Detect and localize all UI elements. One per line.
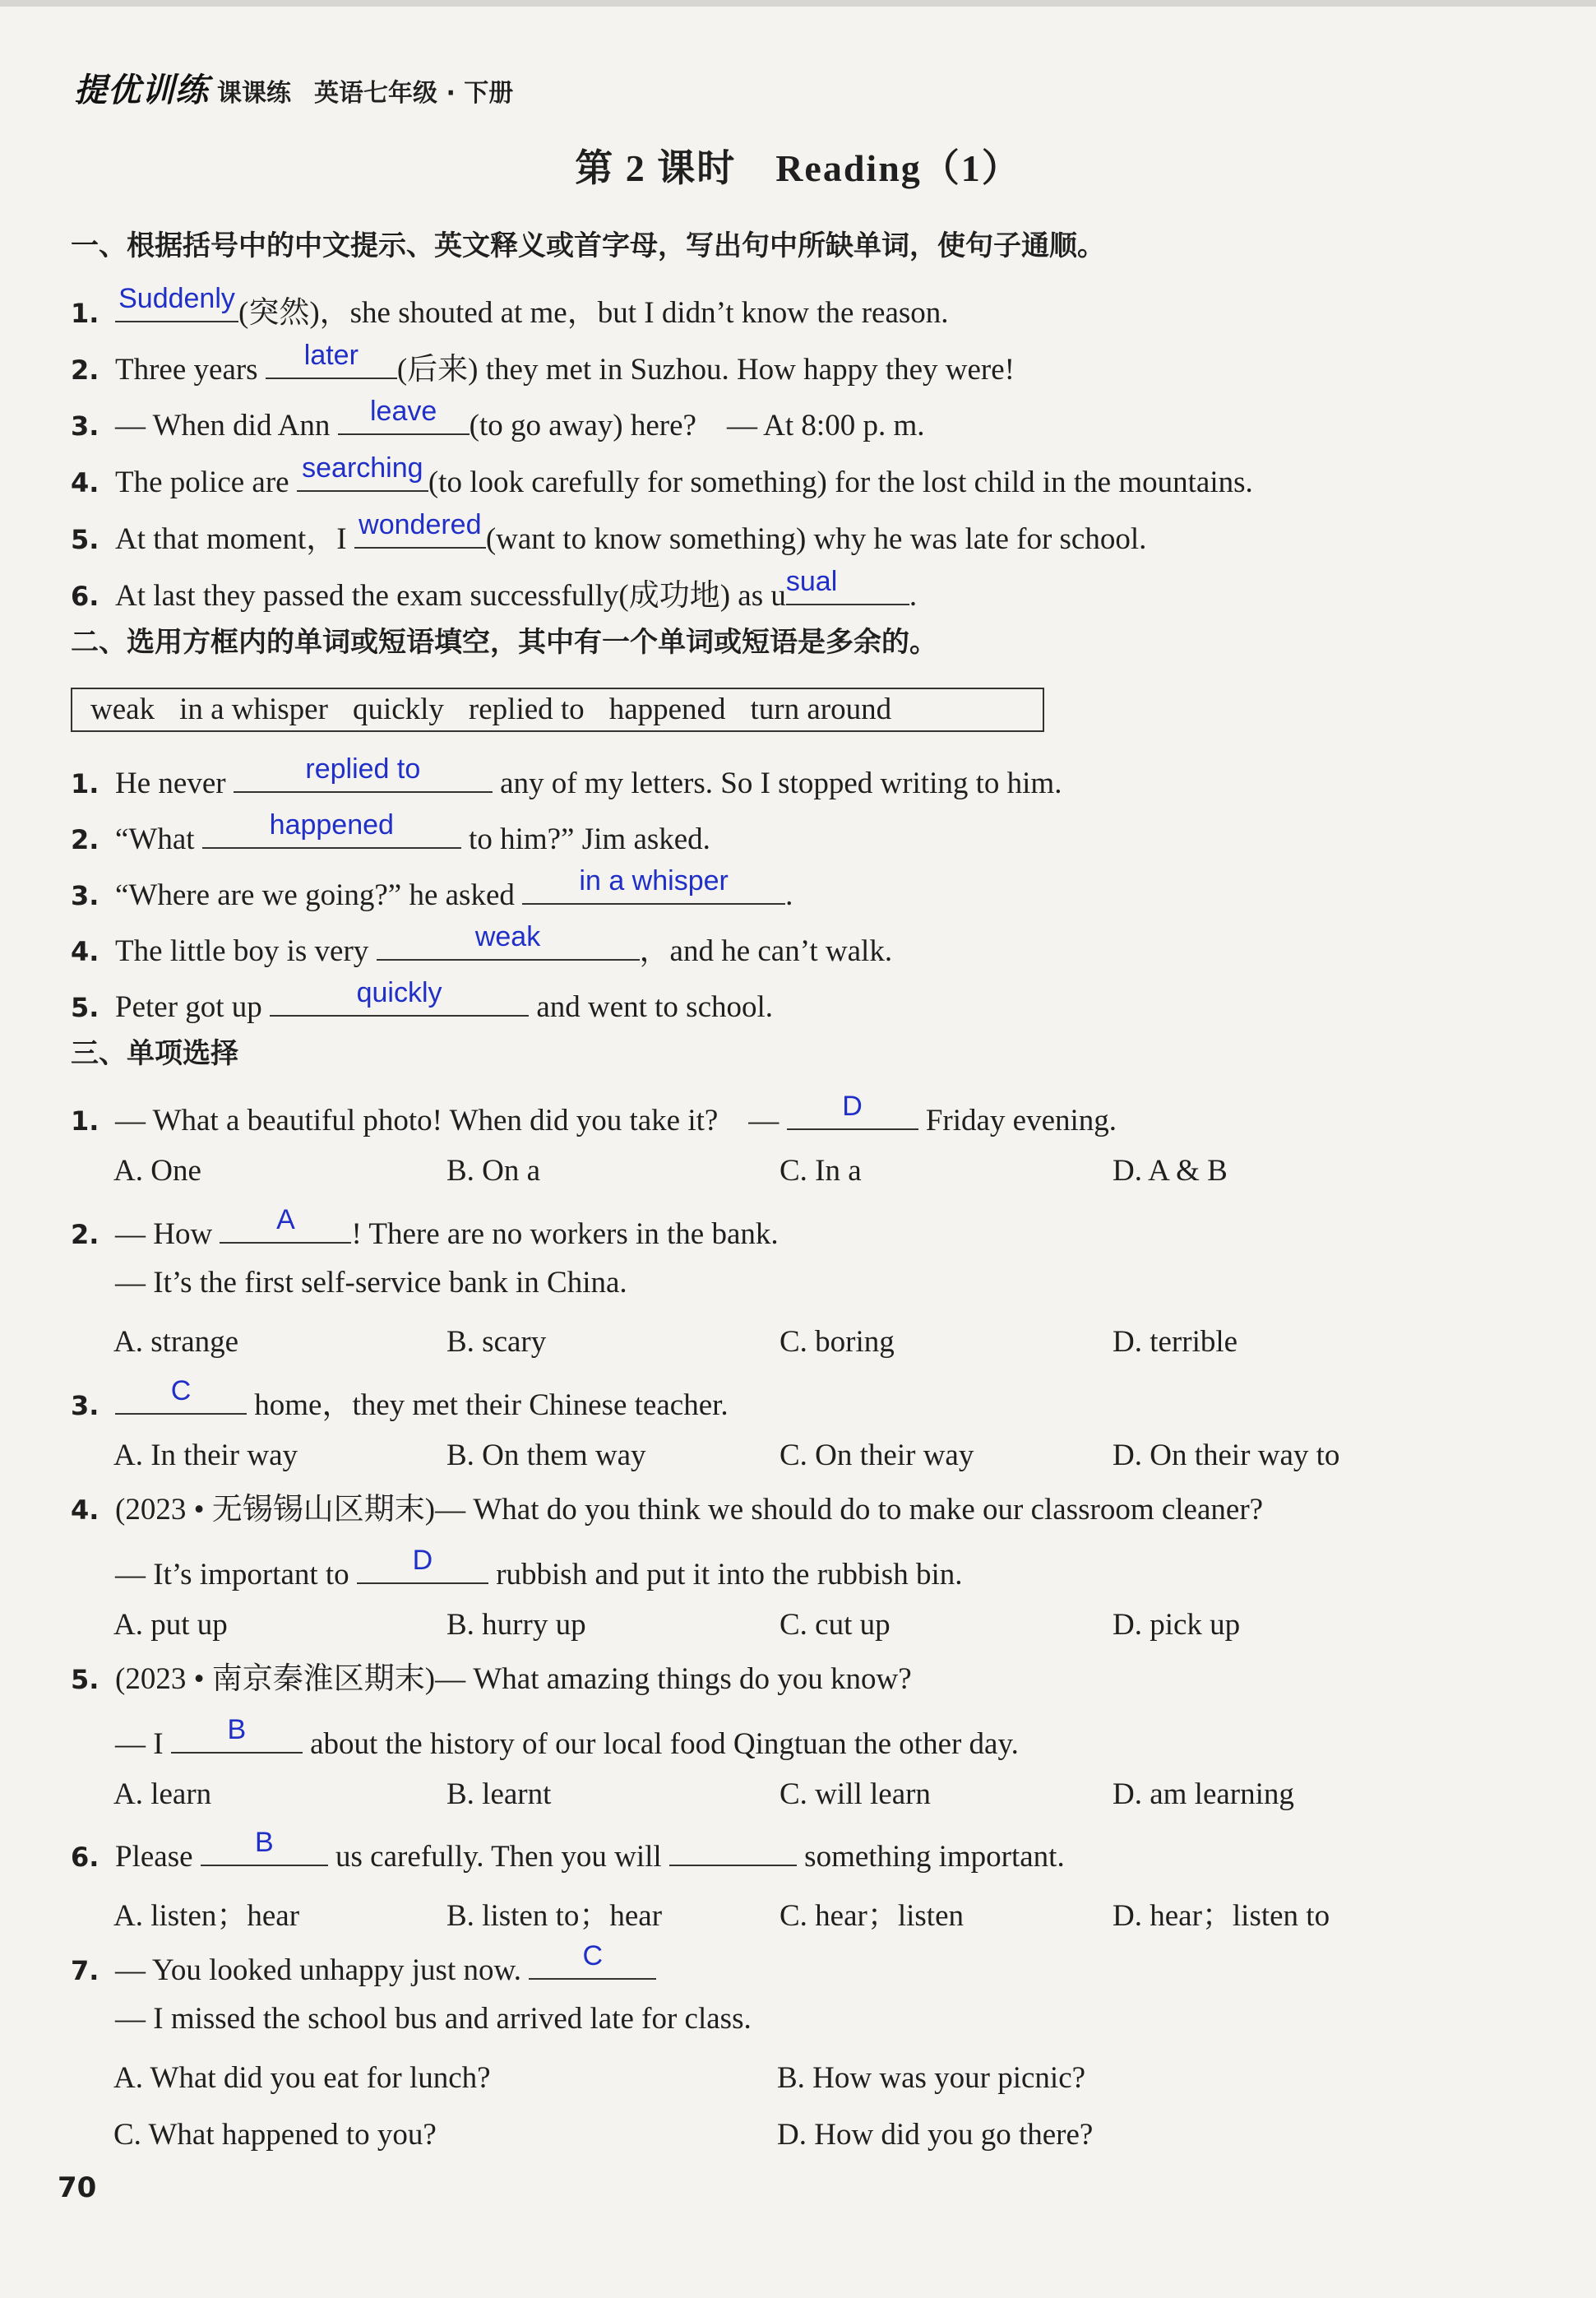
answer: B	[254, 1827, 274, 1858]
option-c[interactable]: C. hear；listen	[779, 1899, 965, 1933]
item-text: and went to school.	[529, 990, 774, 1024]
answer-blank[interactable]	[202, 809, 461, 849]
item-number: 4.	[71, 467, 99, 498]
option-c[interactable]: C. will learn	[779, 1777, 931, 1811]
item-text: about the history of our local food Qingtuan the other day.	[302, 1727, 1019, 1761]
question-response: — It’s the first self-service bank in China.	[115, 1266, 627, 1300]
s2-item	[71, 865, 793, 912]
option-b[interactable]: B. learnt	[446, 1777, 552, 1811]
question-response	[115, 1714, 1019, 1761]
option-b[interactable]: B. scary	[446, 1325, 547, 1359]
mc-question	[71, 1940, 656, 1987]
s1-item	[71, 452, 1253, 499]
s1-item	[71, 340, 1015, 387]
mc-question	[71, 1827, 1065, 1874]
item-text: — I	[115, 1727, 171, 1761]
question-response: — I missed the school bus and arrived late for class.	[115, 2002, 752, 2036]
option-c[interactable]: C. In a	[779, 1154, 862, 1188]
mc-question	[71, 1091, 1117, 1137]
item-text: “What	[115, 822, 202, 856]
option-d[interactable]: D. On their way to	[1113, 1439, 1340, 1472]
item-text: rubbish and put it into the rubbish bin.	[488, 1558, 963, 1591]
s2-item	[71, 921, 893, 968]
s1-item	[71, 283, 949, 330]
lesson-title: 第 2 课时 Reading（1）	[575, 147, 1021, 189]
answer-blank[interactable]	[171, 1714, 303, 1754]
item-text: — You looked unhappy just now.	[115, 1953, 530, 1987]
answer: D	[842, 1091, 863, 1122]
option-d[interactable]: D. hear；listen to	[1113, 1899, 1330, 1933]
section2-heading: 二、选用方框内的单词或短语填空，其中有一个单词或短语是多余的。	[71, 626, 937, 659]
option-b[interactable]: B. How was your picnic?	[777, 2061, 1086, 2095]
item-text: .	[785, 878, 793, 912]
answer: leave	[370, 396, 437, 427]
option-c[interactable]: C. On their way	[779, 1439, 974, 1472]
item-number: 5.	[71, 992, 99, 1023]
answer: later	[303, 340, 359, 371]
answer: Suddenly	[118, 283, 235, 314]
option-b[interactable]: B. On them way	[446, 1439, 646, 1472]
item-text: any of my letters. So I stopped writing to him.	[492, 767, 1062, 800]
item-text: At last they passed the exam successfully(成功地) as u	[115, 579, 786, 613]
answer: B	[227, 1714, 247, 1745]
item-text: He never	[115, 767, 234, 800]
answer: D	[412, 1545, 433, 1576]
answer: C	[582, 1940, 604, 1971]
word-option: happened	[608, 693, 726, 726]
item-number: 1.	[71, 1105, 99, 1137]
brand-logo: 提优训练	[74, 72, 209, 109]
option-d[interactable]: D. How did you go there?	[777, 2118, 1094, 2152]
item-number: 6.	[71, 1842, 99, 1873]
item-text: (2023 • 无锡锡山区期末)— What do you think we should do to make our classroom cleaner?	[115, 1493, 1264, 1527]
item-text: (突然)，she shouted at me，but I didn’t know the reason.	[238, 296, 949, 330]
answer-blank[interactable]	[785, 566, 909, 605]
item-text: home，they met their Chinese teacher.	[247, 1388, 729, 1422]
option-d[interactable]: D. am learning	[1113, 1777, 1294, 1811]
item-text: ! There are no workers in the bank.	[351, 1217, 779, 1251]
option-a[interactable]: A. put up	[113, 1608, 228, 1642]
option-b[interactable]: B. hurry up	[446, 1608, 586, 1642]
item-number: 5.	[71, 1664, 99, 1695]
item-number: 2.	[71, 354, 99, 386]
answer-blank[interactable]	[522, 865, 785, 905]
item-text: (to look carefully for something) for the lost child in the mountains.	[428, 466, 1253, 499]
option-c[interactable]: C. cut up	[779, 1608, 891, 1642]
option-b[interactable]: B. listen to；hear	[446, 1899, 663, 1933]
item-number: 2.	[71, 824, 99, 855]
item-text: The police are	[115, 466, 297, 499]
item-text: to him?” Jim asked.	[460, 822, 710, 856]
item-text: something important.	[796, 1840, 1065, 1874]
empty-blank[interactable]	[669, 1833, 797, 1866]
item-text: Peter got up	[115, 990, 271, 1024]
mc-question	[71, 1375, 729, 1422]
item-number: 3.	[71, 410, 99, 442]
option-c[interactable]: C. boring	[779, 1325, 895, 1359]
option-d[interactable]: D. A & B	[1113, 1154, 1228, 1188]
mc-question	[71, 1494, 1263, 1525]
answer-blank[interactable]	[270, 977, 529, 1017]
answer: in a whisper	[579, 865, 729, 896]
answer-blank[interactable]	[201, 1827, 328, 1866]
word-option: quickly	[352, 693, 444, 726]
item-number: 4.	[71, 1494, 99, 1526]
item-number: 3.	[71, 1390, 99, 1421]
item-text: us carefully. Then you will	[327, 1840, 669, 1874]
item-text: Please	[115, 1840, 201, 1874]
option-a[interactable]: A. One	[113, 1154, 201, 1188]
answer-blank[interactable]	[354, 509, 486, 549]
answer-blank[interactable]	[220, 1204, 351, 1244]
item-text: “Where are we going?” he asked	[115, 878, 523, 912]
item-text: — It’s important to	[115, 1558, 357, 1591]
word-option: turn around	[750, 693, 892, 726]
item-text: ，and he can’t walk.	[639, 934, 893, 968]
mc-question	[71, 1664, 912, 1694]
option-d[interactable]: D. pick up	[1113, 1608, 1241, 1642]
option-a[interactable]: A. In their way	[113, 1439, 298, 1472]
answer-blank[interactable]	[115, 1375, 247, 1415]
item-text: — How	[115, 1217, 220, 1251]
answer-blank[interactable]	[297, 452, 428, 492]
answer-blank[interactable]	[529, 1940, 656, 1980]
s2-item	[71, 977, 774, 1024]
word-box	[71, 688, 1044, 732]
option-a[interactable]: A. What did you eat for lunch?	[113, 2061, 491, 2095]
item-text: The little boy is very	[115, 934, 377, 968]
s1-item	[71, 509, 1147, 556]
s2-item	[71, 809, 710, 856]
item-number: 5.	[71, 524, 99, 555]
item-text: Friday evening.	[918, 1104, 1117, 1137]
word-option: in a whisper	[179, 693, 328, 726]
item-number: 1.	[71, 768, 99, 799]
item-number: 3.	[71, 880, 99, 911]
answer: C	[170, 1375, 192, 1406]
word-option: weak	[90, 693, 155, 726]
item-number: 4.	[71, 936, 99, 967]
item-text: (to go away) here? — At 8:00 p. m.	[469, 409, 925, 442]
answer: searching	[302, 452, 423, 484]
item-text: (后来) they met in Suzhou. How happy they were!	[396, 353, 1015, 387]
section1-heading: 一、根据括号中的中文提示、英文释义或首字母，写出句中所缺单词，使句子通顺。	[71, 229, 1105, 262]
answer-blank[interactable]	[377, 921, 640, 961]
item-text: — When did Ann	[115, 409, 338, 442]
answer-blank[interactable]	[115, 283, 238, 322]
option-a[interactable]: A. listen；hear	[113, 1899, 300, 1933]
item-text: (2023 • 南京秦淮区期末)— What amazing things do you know?	[115, 1662, 912, 1696]
answer: sual	[785, 566, 838, 597]
s2-item	[71, 753, 1062, 800]
book-title: 英语七年级 · 下册	[314, 79, 514, 108]
answer-blank[interactable]	[338, 396, 470, 435]
s1-item	[71, 396, 925, 442]
top-edge	[0, 0, 1596, 7]
item-number: 7.	[71, 1955, 99, 1986]
option-d[interactable]: D. terrible	[1113, 1325, 1238, 1359]
option-a[interactable]: A. learn	[113, 1777, 212, 1811]
item-number: 1.	[71, 298, 99, 329]
option-b[interactable]: B. On a	[446, 1154, 541, 1188]
item-text: (want to know something) why he was late for school.	[485, 522, 1147, 556]
section3-heading: 三、单项选择	[71, 1037, 238, 1070]
answer: A	[276, 1204, 295, 1235]
option-a[interactable]: A. strange	[113, 1325, 239, 1359]
answer: quickly	[356, 977, 442, 1008]
book-header	[74, 64, 513, 111]
option-c[interactable]: C. What happened to you?	[113, 2118, 437, 2152]
answer-blank[interactable]	[357, 1545, 488, 1584]
mc-question	[71, 1204, 779, 1251]
brand-subtitle: 课课练	[217, 79, 291, 108]
item-number: 2.	[71, 1219, 99, 1250]
item-text: .	[909, 579, 918, 613]
answer: replied to	[305, 753, 421, 785]
answer-blank[interactable]	[787, 1091, 918, 1130]
s1-item	[71, 566, 918, 613]
page-number: 70	[58, 2171, 97, 2204]
item-text: Three years	[115, 353, 266, 387]
answer: wondered	[359, 509, 482, 540]
answer: weak	[474, 921, 541, 952]
item-text: At that moment，I	[115, 522, 354, 556]
question-response	[115, 1545, 963, 1591]
word-option: replied to	[468, 693, 585, 726]
answer: happened	[269, 809, 394, 841]
item-number: 6.	[71, 581, 99, 612]
item-text: — What a beautiful photo! When did you take it? —	[115, 1104, 787, 1137]
answer-blank[interactable]	[266, 340, 397, 379]
answer-blank[interactable]	[234, 753, 493, 793]
